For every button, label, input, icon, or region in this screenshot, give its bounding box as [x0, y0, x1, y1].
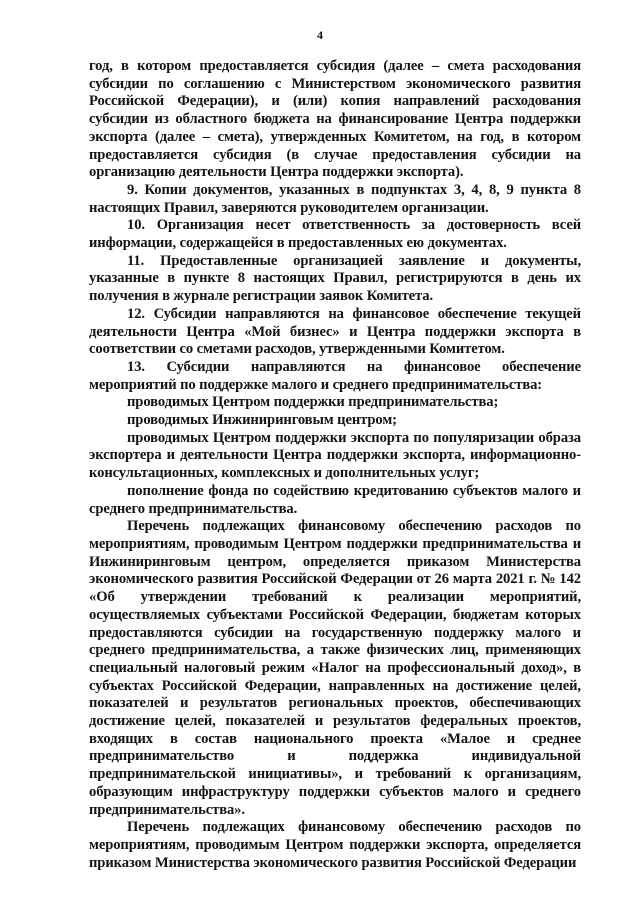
list-item-export-center: проводимых Центром поддержки экспорта по популяризации образа экспортера и деятельности Центра поддержки экспорта, информационно-консультационных, комплексных и дополнительных услуг; — [89, 429, 581, 482]
paragraph-9: 9. Копии документов, указанных в подпунктах 3, 4, 8, 9 пункта 8 настоящих Правил, заверяются руководителем организации. — [89, 181, 581, 216]
paragraph-expense-list-export: Перечень подлежащих финансовому обеспечению расходов по мероприятиям, проводимым Центром поддержки экспорта, определяется приказом Министерства экономического развития Российской Федерации — [89, 819, 581, 871]
document-body — [89, 58, 581, 872]
list-item-business-center: проводимых Центром поддержки предпринимательства; — [127, 394, 499, 411]
list-item-credit-fund: пополнение фонда по содействию кредитованию субъектов малого и среднего предпринимательства. — [89, 482, 581, 517]
list-item-engineering-center: проводимых Инжиниринговым центром; — [127, 412, 397, 429]
paragraph-10: 10. Организация несет ответственность за достоверность всей информации, содержащейся в предоставленных ею документах. — [89, 217, 581, 252]
paragraph-13: 13. Субсидии направляются на финансовое обеспечение мероприятий по поддержке малого и среднего предпринимательства: — [89, 358, 581, 393]
page-number: 4 — [317, 28, 323, 42]
paragraph-11: 11. Предоставленные организацией заявление и документы, указанные в пункте 8 настоящих Правил, регистрируются в день их получения в журнале регистрации заявок Комитета. — [89, 252, 581, 305]
paragraph-smeta-continued: год, в котором предоставляется субсидия (далее – смета расходования субсидии по соглашению с Министерством экономического развития Российской Федерации), и (или) копия направлений расходования субсидии из областного бюджета на финансирование Центра поддержки экспорта (далее – смета), утвержденных Комитетом, на год, в котором предоставляется субсидия (в случае предоставления субсидии на организацию деятельности Центра поддержки экспорта). — [89, 58, 581, 181]
paragraph-expense-list-business: Перечень подлежащих финансовому обеспечению расходов по мероприятиям, проводимым Центром поддержки предпринимательства и Инжиниринговым центром, определяется приказом Министерства экономического развития Российской Федерации от 26 марта 2021 г. № 142 «Об утверждении требований к реализации мероприятий, осуществляемых субъектами Российской Федерации, бюджетам которых предоставляются субсидии на государственную поддержку малого и среднего предпринимательства, а также физических лиц, применяющих специальный налоговый режим «Налог на профессиональный доход», в субъектах Российской Федерации, направленных на достижение целей, показателей и результатов региональных проектов, обеспечивающих достижение целей, показателей и результатов федеральных проектов, входящих в состав национального проекта «Малое и среднее предпринимательство и поддержка индивидуальной предпринимательской инициативы», и требований к организациям, образующим инфраструктуру поддержки субъектов малого и среднего предпринимательства». — [89, 518, 581, 818]
paragraph-12: 12. Субсидии направляются на финансовое обеспечение текущей деятельности Центра «Мой бизнес» и Центра поддержки экспорта в соответствии со сметами расходов, утвержденными Комитетом. — [89, 305, 581, 358]
